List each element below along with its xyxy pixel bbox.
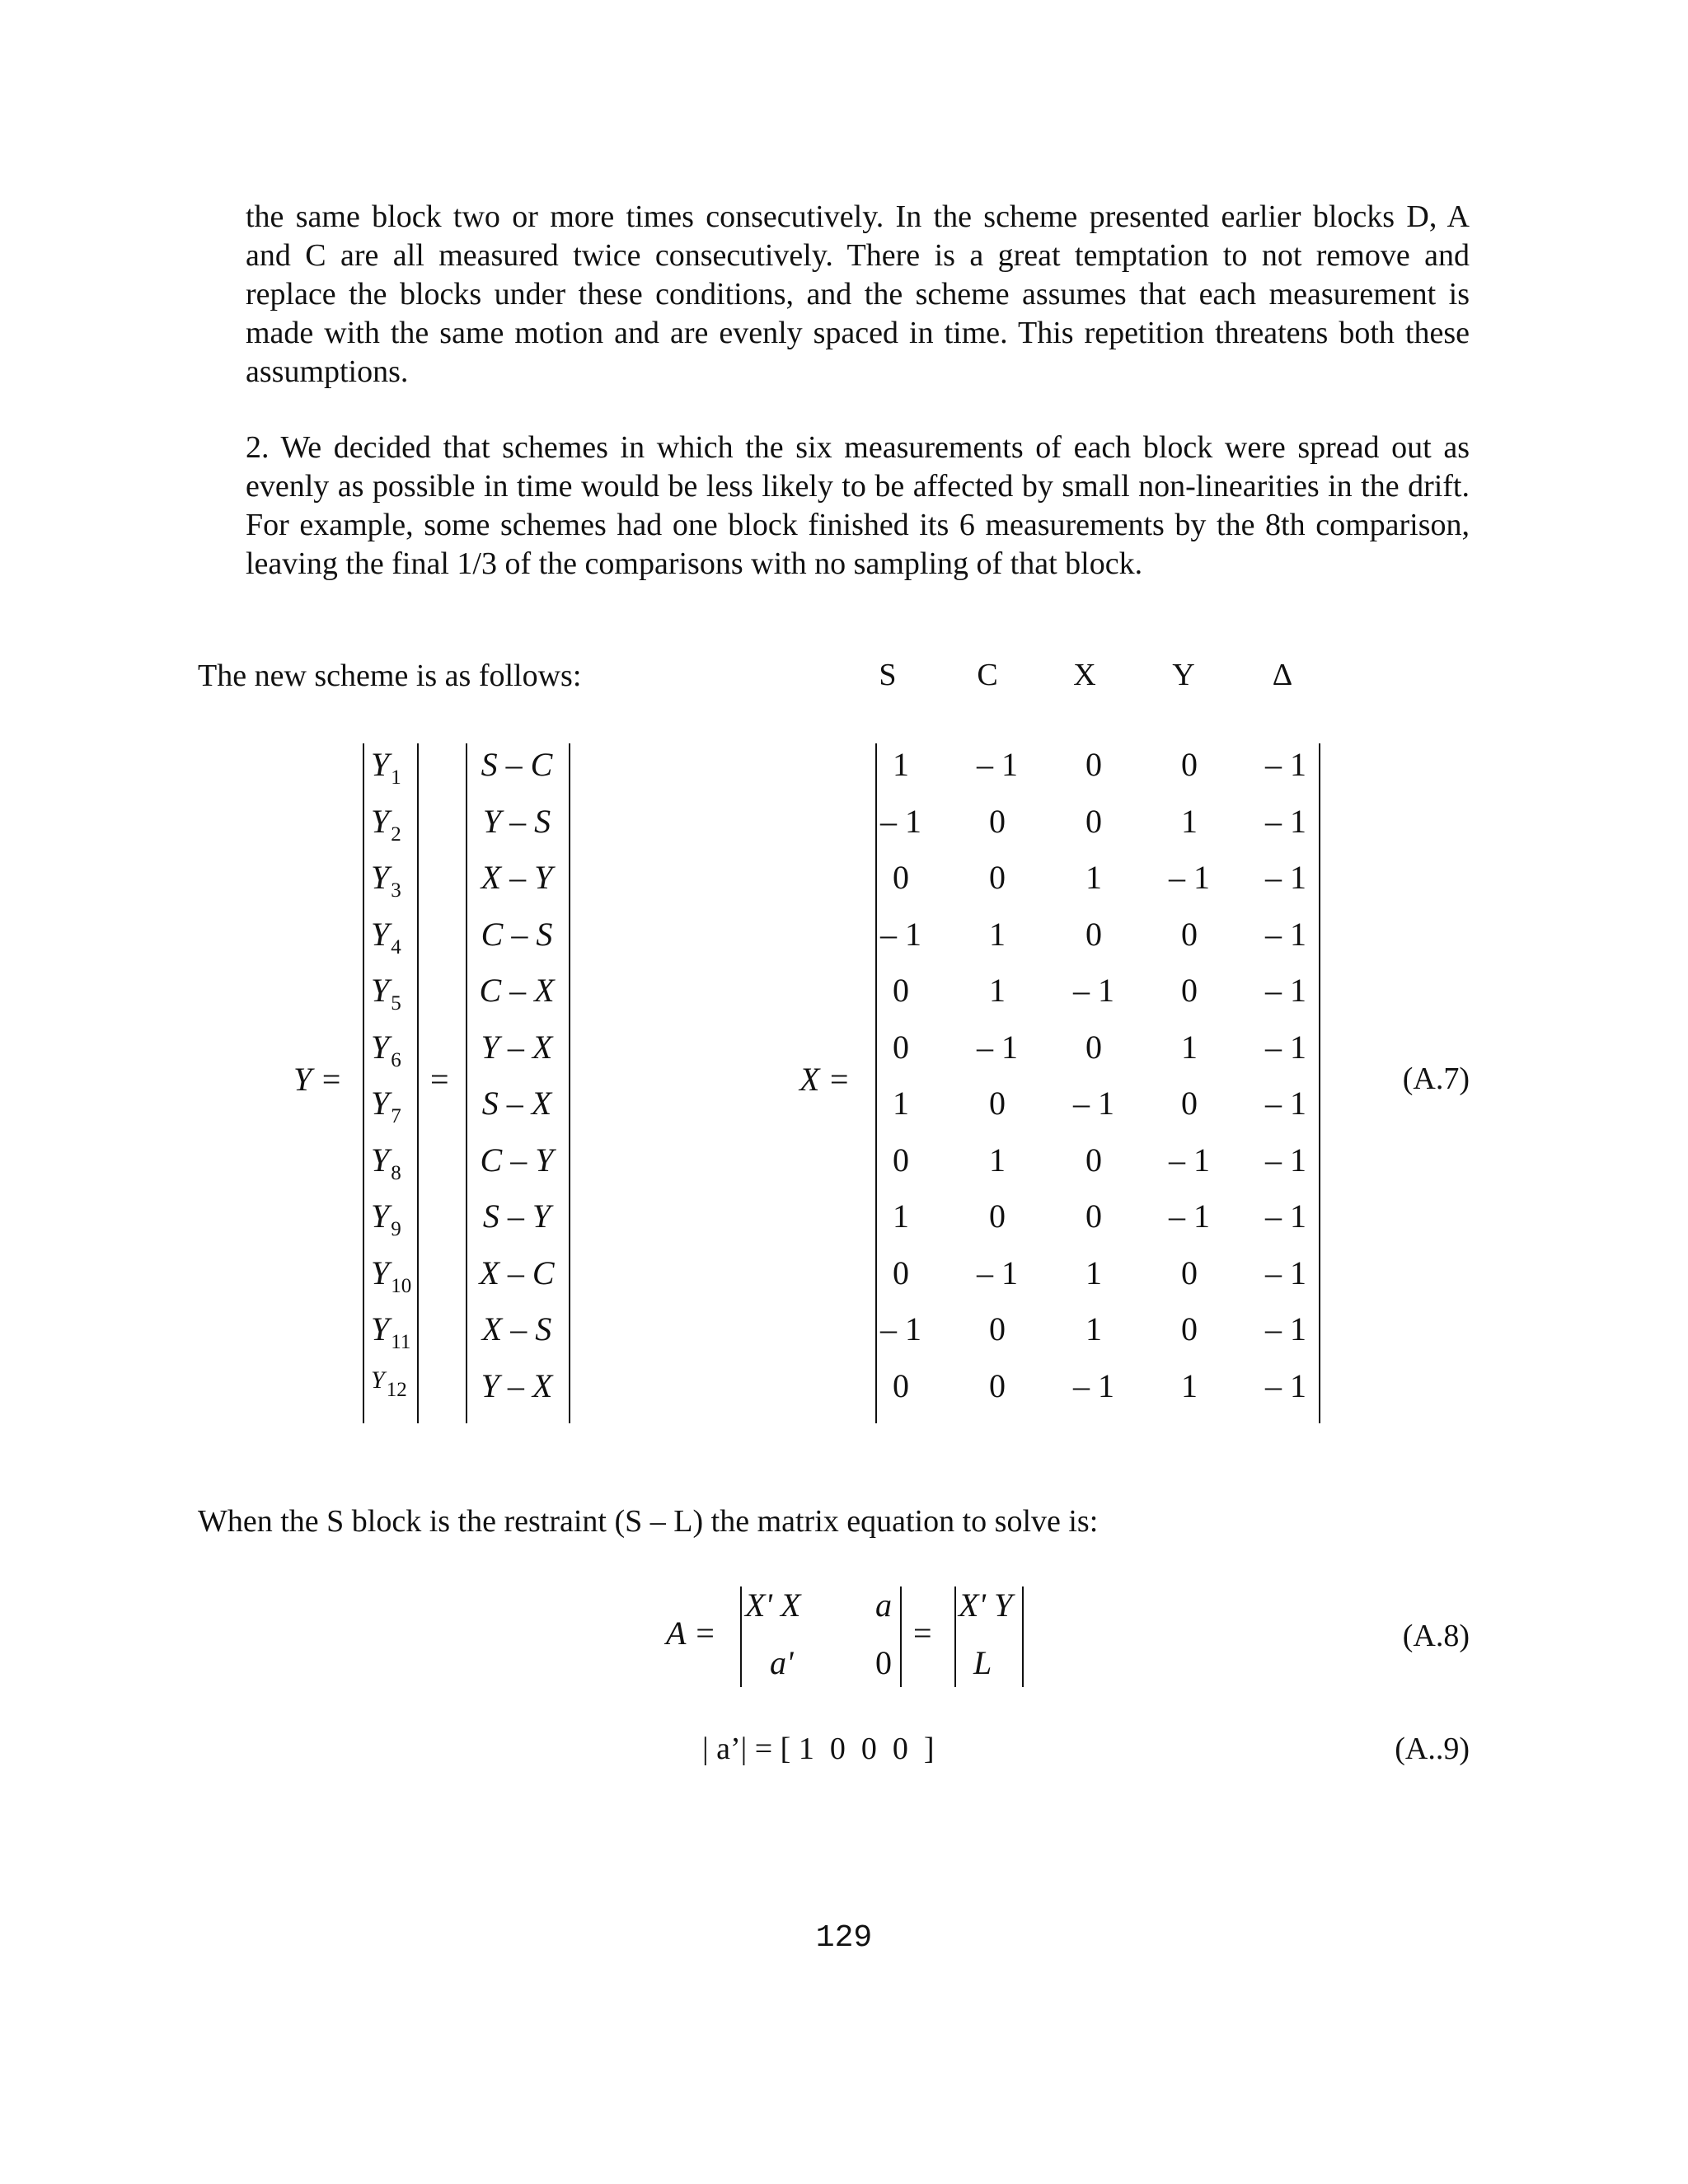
- y-vector-entry: [371, 1310, 420, 1353]
- text-line: the same block two or more times consecutively. In the scheme presented earlier blocks D, A: [246, 199, 1470, 234]
- y-vector-entry: [371, 1197, 420, 1240]
- y-vector-base: Y: [371, 915, 390, 953]
- design-matrix-cell: 0: [1085, 802, 1102, 840]
- comparison-entry: X – Y: [481, 859, 553, 896]
- design-matrix-cell: 1: [989, 915, 1006, 953]
- design-matrix-cell: 0: [1085, 1028, 1102, 1066]
- equation-label-a8: (A.8): [1402, 1619, 1470, 1653]
- y-vector-base: Y: [371, 802, 390, 840]
- design-matrix-cell: – 1: [1265, 802, 1306, 840]
- design-matrix-cell: – 1: [1169, 1197, 1210, 1235]
- vector-equals-sign: =: [430, 1061, 449, 1098]
- design-matrix-cell: 0: [1181, 746, 1198, 783]
- a8-m11: X' X: [745, 1586, 801, 1624]
- text-line: evenly as possible in time would be less likely to be affected by small non-linearities in the drift.: [246, 469, 1470, 504]
- design-matrix-cell: – 1: [1265, 1085, 1306, 1122]
- design-matrix-cell: 0: [989, 859, 1006, 896]
- y-vector-subscript: 7: [391, 1105, 401, 1127]
- y-vector-entry: [371, 802, 420, 846]
- y-vector-subscript: 4: [391, 935, 401, 958]
- design-matrix-cell: 1: [989, 972, 1006, 1009]
- equation-label-a7: (A.7): [1402, 1062, 1470, 1096]
- comparison-entry: X – S: [481, 1310, 552, 1347]
- page-number: 129: [815, 1920, 873, 1956]
- restraint-sentence: When the S block is the restraint (S – L) the matrix equation to solve is:: [198, 1504, 1099, 1539]
- y-vector-subscript: 2: [391, 823, 401, 846]
- comparison-entry: Y – X: [481, 1028, 553, 1066]
- column-header-y: Y: [1172, 658, 1195, 692]
- y-vector-entry: [371, 1028, 420, 1071]
- paragraph-2: [246, 429, 1470, 583]
- design-matrix-cell: 1: [989, 1141, 1006, 1179]
- paragraph-1: [246, 198, 1470, 391]
- design-matrix-cell: 1: [893, 746, 909, 783]
- y-vector-base: Y: [371, 1254, 390, 1291]
- a8-m12: a: [875, 1586, 892, 1624]
- design-matrix-cell: – 1: [977, 1028, 1018, 1066]
- y-vector-subscript: 3: [391, 879, 401, 902]
- comparison-entry: C – X: [479, 972, 555, 1009]
- comparison-entry: S – X: [481, 1085, 552, 1122]
- design-matrix-cell: 0: [1085, 1141, 1102, 1179]
- y-vector-entry: [371, 1366, 420, 1401]
- y-vector-base: Y: [371, 1141, 390, 1179]
- text-line: leaving the final 1/3 of the comparisons with no sampling of that block.: [246, 546, 1143, 581]
- design-matrix-cell: – 1: [880, 802, 921, 840]
- design-matrix-cell: – 1: [880, 1310, 921, 1347]
- text-line: made with the same motion and are evenly spaced in time. This repetition threatens both these: [246, 316, 1470, 350]
- equation-label-a9: (A..9): [1395, 1732, 1470, 1766]
- column-header-s: S: [879, 658, 897, 692]
- design-matrix-cell: 0: [1085, 746, 1102, 783]
- y-vector-base: Y: [371, 1085, 390, 1122]
- text-line: For example, some schemes had one block finished its 6 measurements by the 8th comparison,: [246, 508, 1470, 542]
- a8-r1: X' Y: [959, 1586, 1013, 1624]
- y-equals-label: Y =: [293, 1061, 343, 1098]
- comparison-entry: C – S: [481, 915, 553, 953]
- design-matrix-cell: – 1: [1169, 859, 1210, 896]
- design-matrix-cell: – 1: [1265, 746, 1306, 783]
- design-matrix-cell: 1: [893, 1197, 909, 1235]
- y-vector-entry: [371, 745, 420, 789]
- y-vector-entry: [371, 915, 420, 958]
- comparison-entry: Y – S: [482, 802, 551, 840]
- design-matrix-cell: 0: [893, 1366, 909, 1404]
- design-matrix-cell: 0: [989, 1197, 1006, 1235]
- y-vector-entry: [371, 971, 420, 1015]
- column-header-x: X: [1073, 658, 1096, 692]
- design-matrix-cell: 0: [989, 1310, 1006, 1347]
- design-matrix-cell: – 1: [1073, 1366, 1114, 1404]
- y-vector-left-bar: [363, 743, 364, 1423]
- y-vector-base: Y: [371, 1366, 385, 1394]
- design-matrix-cell: 0: [1181, 972, 1198, 1009]
- design-matrix-cell: 0: [1181, 1085, 1198, 1122]
- design-matrix-cell: 0: [989, 802, 1006, 840]
- design-matrix-cell: 0: [1181, 1310, 1198, 1347]
- y-vector-subscript: 9: [391, 1218, 401, 1240]
- comparison-entry: S – Y: [482, 1197, 551, 1235]
- design-matrix-cell: 0: [893, 859, 909, 896]
- design-matrix-cell: – 1: [1265, 1254, 1306, 1291]
- design-matrix-cell: 0: [893, 972, 909, 1009]
- y-vector-base: Y: [371, 1028, 390, 1066]
- design-matrix-cell: 1: [1085, 859, 1102, 896]
- a8-rhs-left-bar: [954, 1586, 956, 1687]
- column-header-c: C: [977, 658, 998, 692]
- design-matrix-cell: 0: [989, 1366, 1006, 1404]
- y-vector-entry: [371, 1254, 420, 1297]
- design-matrix-cell: 1: [1181, 802, 1198, 840]
- text-line: assumptions.: [246, 354, 409, 389]
- design-matrix-cell: – 1: [1073, 1085, 1114, 1122]
- design-matrix-cell: 0: [893, 1141, 909, 1179]
- design-matrix-cell: 0: [893, 1254, 909, 1291]
- a8-m21: a': [770, 1644, 794, 1681]
- design-matrix-cell: 1: [1181, 1366, 1198, 1404]
- a8-m22: 0: [875, 1644, 892, 1681]
- comparison-entry: Y – X: [481, 1366, 553, 1404]
- y-vector-base: Y: [371, 746, 390, 783]
- design-matrix-cell: 0: [989, 1085, 1006, 1122]
- y-vector-base: Y: [371, 859, 390, 896]
- design-matrix-cell: – 1: [1265, 1366, 1306, 1404]
- text-line: replace the blocks under these conditions, and the scheme assumes that each measurement is: [246, 277, 1470, 312]
- design-matrix-cell: – 1: [1265, 1310, 1306, 1347]
- y-vector-entry: [371, 1084, 420, 1127]
- design-matrix-cell: 1: [893, 1085, 909, 1122]
- comparison-entry: C – Y: [480, 1141, 554, 1179]
- a8-matrix-right-bar: [900, 1586, 902, 1687]
- y-vector-base: Y: [371, 1197, 390, 1235]
- design-matrix-cell: 0: [1181, 915, 1198, 953]
- y-vector-subscript: 11: [391, 1331, 411, 1353]
- y-vector-base: Y: [371, 972, 390, 1009]
- a9-equation: | a’| = [ 1 0 0 0 ]: [702, 1732, 935, 1766]
- design-matrix-cell: – 1: [1169, 1141, 1210, 1179]
- design-matrix-cell: 1: [1085, 1310, 1102, 1347]
- design-matrix-cell: 0: [1085, 1197, 1102, 1235]
- design-matrix-cell: – 1: [880, 915, 921, 953]
- design-matrix-cell: – 1: [1265, 1197, 1306, 1235]
- a8-r2: L: [973, 1644, 992, 1681]
- scheme-intro: The new scheme is as follows:: [198, 658, 582, 693]
- a8-lhs: A =: [666, 1615, 716, 1652]
- y-vector-subscript: 1: [391, 766, 401, 789]
- a8-equals: =: [913, 1615, 932, 1652]
- y-vector-subscript: 6: [391, 1048, 401, 1071]
- design-matrix-cell: – 1: [977, 746, 1018, 783]
- y-vector-subscript: 8: [391, 1161, 401, 1184]
- y-vector-entry: [371, 1141, 420, 1184]
- y-vector-entry: [371, 858, 420, 902]
- design-matrix-cell: – 1: [1073, 972, 1114, 1009]
- design-matrix-cell: – 1: [1265, 1141, 1306, 1179]
- y-vector-subscript: 5: [391, 992, 401, 1015]
- column-header-delta: Δ: [1272, 658, 1293, 692]
- comparison-entry: X – C: [479, 1254, 555, 1291]
- text-line: and C are all measured twice consecutively. There is a great temptation to not remove and: [246, 238, 1470, 273]
- design-matrix-cell: – 1: [1265, 972, 1306, 1009]
- x-equals-label: X =: [799, 1061, 851, 1098]
- a8-rhs-right-bar: [1022, 1586, 1024, 1687]
- design-matrix-cell: 0: [1085, 915, 1102, 953]
- y-vector-base: Y: [371, 1310, 390, 1347]
- text-line: 2. We decided that schemes in which the six measurements of each block were spread out as: [246, 430, 1470, 465]
- design-matrix-cell: – 1: [977, 1254, 1018, 1291]
- design-matrix-cell: 0: [893, 1028, 909, 1066]
- design-matrix-cell: 1: [1181, 1028, 1198, 1066]
- design-matrix-cell: – 1: [1265, 1028, 1306, 1066]
- design-matrix-cell: 0: [1181, 1254, 1198, 1291]
- design-matrix-cell: – 1: [1265, 915, 1306, 953]
- a8-matrix-left-bar: [740, 1586, 742, 1687]
- comparison-entry: S – C: [481, 746, 553, 783]
- y-vector-subscript: 12: [386, 1378, 407, 1401]
- y-vector-subscript: 10: [391, 1274, 412, 1297]
- design-matrix-cell: – 1: [1265, 859, 1306, 896]
- design-matrix-cell: 1: [1085, 1254, 1102, 1291]
